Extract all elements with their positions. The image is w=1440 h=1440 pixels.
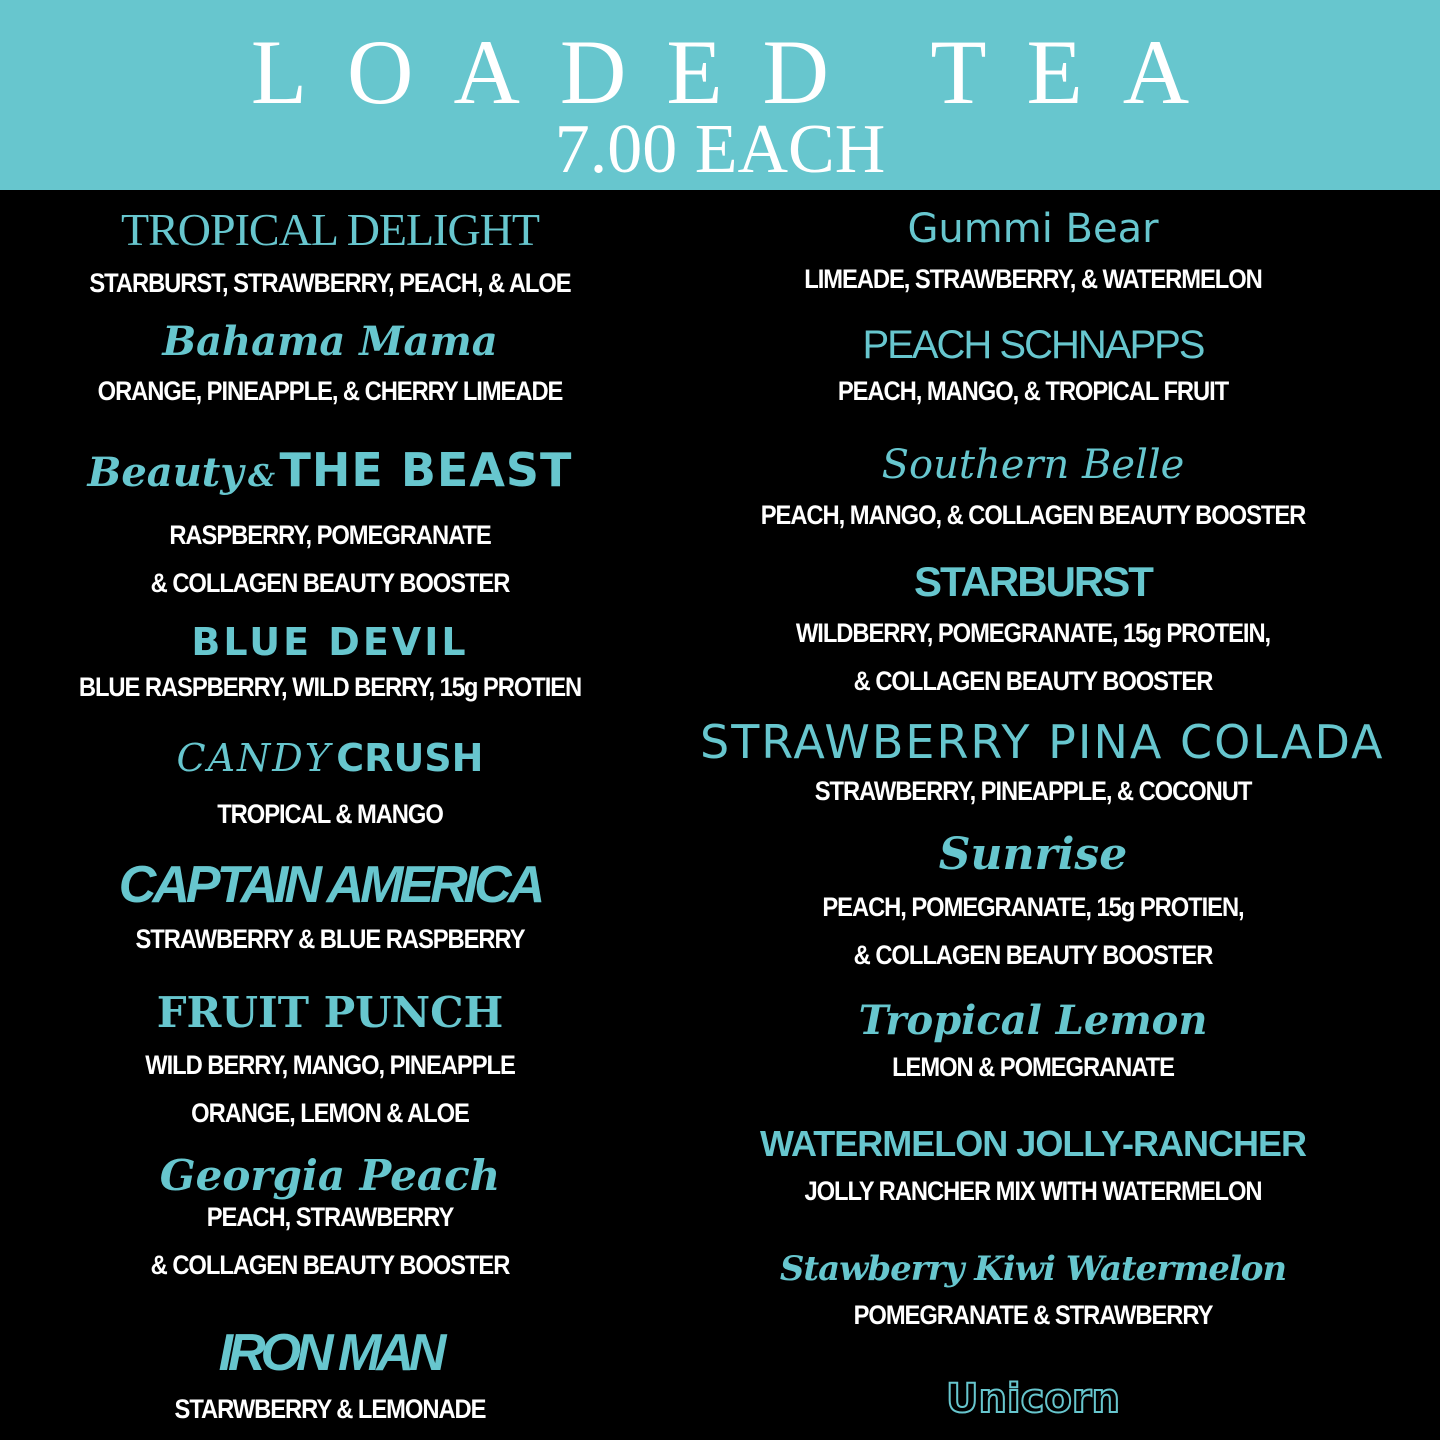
- item-desc: RASPBERRY, POMEGRANATE: [169, 520, 491, 550]
- item-name-part: CANDY: [176, 736, 332, 780]
- item-desc: ORANGE, LEMON & ALOE: [191, 1098, 469, 1128]
- item-name: Stawberry Kiwi Watermelon: [779, 1249, 1287, 1289]
- menu-item-georgia-peach: [0, 1150, 660, 1281]
- item-desc: STARWBERRY & LEMONADE: [174, 1394, 486, 1424]
- menu-item-strawberry-pina-colada: [700, 714, 1385, 807]
- item-desc: LIMEADE, STRAWBERRY, & WATERMELON: [804, 264, 1262, 294]
- item-desc: LEMON & POMEGRANATE: [892, 1052, 1174, 1082]
- menu-item-fruit-punch: [0, 986, 660, 1129]
- menu-header: [0, 0, 1440, 190]
- item-desc: & COLLAGEN BEAUTY BOOSTER: [853, 666, 1213, 696]
- item-name: Gummi Bear: [907, 206, 1159, 252]
- item-desc: STARBURST, STRAWBERRY, PEACH, & ALOE: [89, 268, 571, 298]
- item-name-amp: &: [247, 459, 276, 494]
- item-name: Georgia Peach: [159, 1151, 501, 1200]
- item-name: STARBURST: [914, 558, 1152, 605]
- menu-item-beauty-and-the-beast: [0, 442, 660, 599]
- item-name: Unicorn: [945, 1376, 1121, 1422]
- item-desc: PEACH, MANGO, & TROPICAL FRUIT: [837, 376, 1229, 406]
- item-desc: PEACH, MANGO, & COLLAGEN BEAUTY BOOSTER: [760, 500, 1306, 530]
- item-desc: STRAWBERRY, PINEAPPLE, & COCONUT: [814, 776, 1252, 806]
- menu-item-candy-crush: [0, 732, 660, 830]
- menu-column-right: [700, 190, 1385, 1440]
- menu-title: LOADED TEA: [250, 21, 1230, 123]
- item-name: Southern Belle: [881, 442, 1185, 488]
- item-name: TROPICAL DELIGHT: [121, 204, 539, 255]
- item-name: STRAWBERRY PINA COLADA: [700, 715, 1385, 769]
- item-desc: WILDBERRY, POMEGRANATE, 15g PROTEIN,: [795, 618, 1271, 648]
- item-name: CAPTAIN AMERICA: [118, 856, 542, 914]
- item-name: BLUE DEVIL: [191, 620, 469, 664]
- item-desc: STRAWBERRY & BLUE RASPBERRY: [135, 924, 525, 954]
- item-name: [0, 732, 660, 793]
- item-name: [0, 442, 660, 510]
- item-desc: WILD BERRY, MANGO, PINEAPPLE: [145, 1050, 515, 1080]
- item-desc: PEACH, POMEGRANATE, 15g PROTIEN,: [822, 892, 1244, 922]
- item-name: WATERMELON JOLLY-RANCHER: [759, 1123, 1307, 1164]
- item-name: PEACH SCHNAPPS: [862, 323, 1204, 367]
- item-desc: TROPICAL & MANGO: [217, 799, 443, 829]
- menu-item-blue-devil: [0, 618, 660, 703]
- menu-item-bahama-mama: [0, 318, 660, 407]
- item-desc: JOLLY RANCHER MIX WITH WATERMELON: [804, 1176, 1262, 1206]
- menu-item-southern-belle: [700, 440, 1366, 531]
- item-desc: BLUE RASPBERRY, WILD BERRY, 15g PROTIEN: [78, 672, 582, 702]
- menu-item-gummi-bear: [700, 204, 1366, 295]
- item-name: Sunrise: [938, 829, 1128, 880]
- menu-item-watermelon-jolly-rancher: [700, 1120, 1366, 1207]
- item-desc: PEACH, STRAWBERRY: [206, 1202, 454, 1232]
- item-name: Tropical Lemon: [858, 997, 1208, 1044]
- item-name-part: CRUSH: [336, 736, 484, 780]
- menu-item-sunrise: [700, 828, 1366, 971]
- item-desc: ORANGE, PINEAPPLE, & CHERRY LIMEADE: [97, 376, 563, 406]
- item-name: Bahama Mama: [162, 318, 498, 365]
- item-name: FRUIT PUNCH: [156, 988, 504, 1037]
- item-name: IRON MAN: [218, 1324, 442, 1382]
- menu-item-peach-schnapps: [700, 320, 1366, 407]
- item-desc: & COLLAGEN BEAUTY BOOSTER: [853, 940, 1213, 970]
- item-name-part: THE BEAST: [279, 443, 573, 497]
- menu-price: 7.00 EACH: [554, 111, 886, 188]
- item-desc: POMEGRANATE & STRAWBERRY: [853, 1300, 1213, 1330]
- menu-item-captain-america: [0, 854, 660, 955]
- menu-item-tropical-lemon: [700, 996, 1366, 1083]
- item-desc: & COLLAGEN BEAUTY BOOSTER: [150, 1250, 510, 1280]
- menu-item-iron-man: [0, 1322, 660, 1425]
- menu-item-starburst: [700, 556, 1366, 697]
- item-name-part: Beauty: [87, 449, 244, 496]
- menu-item-strawberry-kiwi-watermelon: [700, 1246, 1366, 1331]
- menu-item-unicorn: [700, 1372, 1366, 1426]
- menu-item-tropical-delight: [0, 204, 660, 299]
- item-desc: & COLLAGEN BEAUTY BOOSTER: [150, 568, 510, 598]
- menu-column-left: [0, 190, 660, 1440]
